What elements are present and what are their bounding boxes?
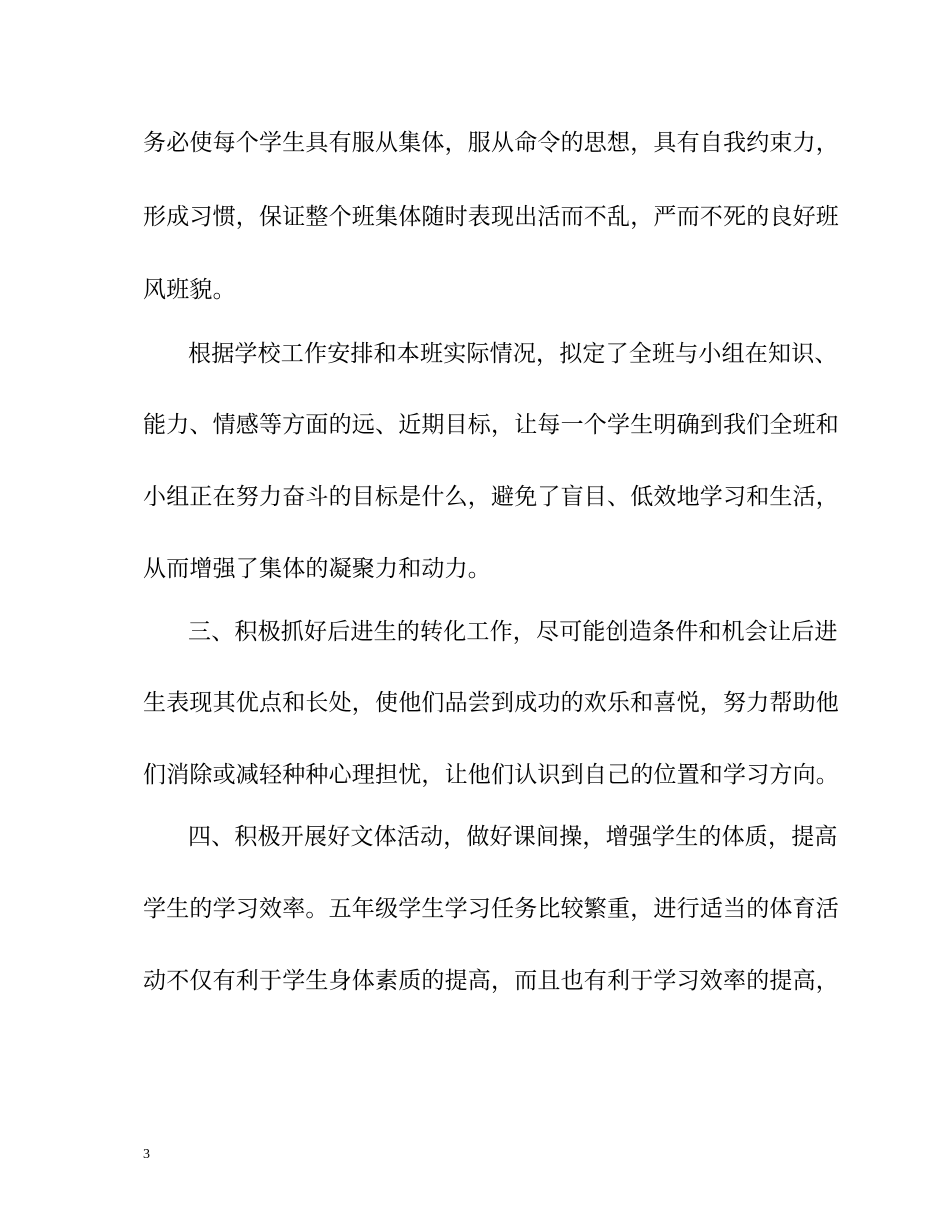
text-line: 务必使每个学生具有服从集体，服从命令的思想，具有自我约束力，: [143, 130, 839, 156]
text-line: 生表现其优点和长处，使他们品尝到成功的欢乐和喜悦，努力帮助他: [143, 690, 839, 716]
text-line: 小组正在努力奋斗的目标是什么，避免了盲目、低效地学习和生活，: [143, 484, 839, 510]
text-line: 动不仅有利于学生身体素质的提高，而且也有利于学习效率的提高，: [143, 968, 839, 994]
paragraph-first-line: 根据学校工作安排和本班实际情况，拟定了全班与小组在知识、: [188, 341, 838, 367]
text-line: 风班貌。: [143, 277, 236, 303]
paragraph-first-line: 四、积极开展好文体活动，做好课间操，增强学生的体质，提高: [188, 824, 838, 850]
paragraph-first-line: 三、积极抓好后进生的转化工作，尽可能创造条件和机会让后进: [188, 619, 838, 645]
text-line: 形成习惯，保证整个班集体随时表现出活而不乱，严而不死的良好班: [143, 204, 839, 230]
text-line: 从而增强了集体的凝聚力和动力。: [143, 556, 491, 582]
page-number: 3: [143, 1147, 150, 1162]
text-line: 们消除或减轻种种心理担忧，让他们认识到自己的位置和学习方向。: [143, 762, 839, 788]
text-line: 学生的学习效率。五年级学生学习任务比较繁重，进行适当的体育活: [143, 896, 839, 922]
text-line: 能力、情感等方面的远、近期目标，让每一个学生明确到我们全班和: [143, 412, 839, 438]
